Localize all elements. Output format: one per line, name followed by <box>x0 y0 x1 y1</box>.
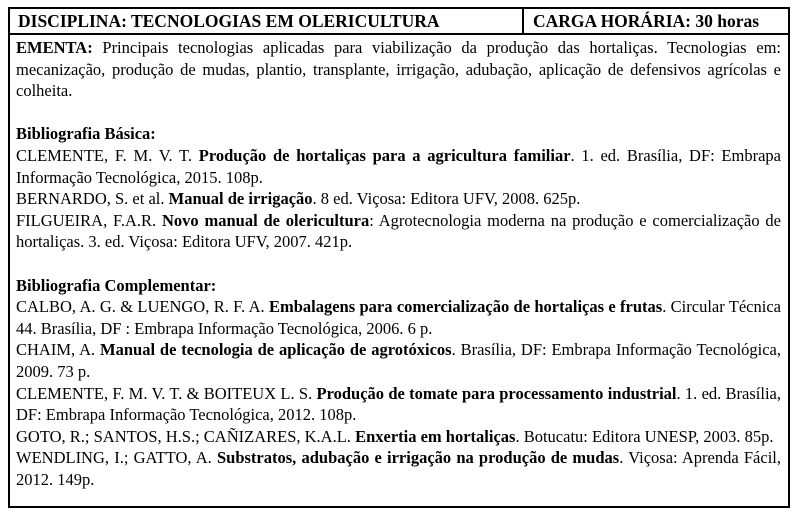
reference-details: . 1. ed. Brasília, DF: Embrapa Informação Tecnológica, 2012. 108p. <box>16 383 782 425</box>
reference-title: Novo manual de olericultura <box>162 210 370 230</box>
reference-item <box>16 296 781 339</box>
reference-item <box>16 210 781 253</box>
reference-authors: WENDLING, I.; GATTO, A. <box>16 448 217 468</box>
reference-details: : Agrotecnologia moderna na produção e comercialização de hortaliças. 3. ed. Viçosa: Editora UFV, 2007. 421p. <box>16 210 781 252</box>
reference-title: Substratos, adubação e irrigação na produção de mudas <box>216 448 620 468</box>
reference-details: . Brasília, DF: Embrapa Informação Tecnológica, 2009. 73 p. <box>16 340 782 381</box>
reference-title: Enxertia em hortaliças <box>355 426 516 446</box>
discipline-title: DISCIPLINA: TECNOLOGIAS EM OLERICULTURA <box>18 10 440 31</box>
reference-title: Embalagens para comercialização de hortaliças e frutas <box>268 297 663 317</box>
reference-details: . 8 ed. Viçosa: Editora UFV, 2008. 625p. <box>312 189 581 209</box>
workload-value: CARGA HORÁRIA: 30 horas <box>533 10 760 31</box>
reference-item <box>16 447 781 490</box>
reference-authors: GOTO, R.; SANTOS, H.S.; CAÑIZARES, K.A.L. <box>16 426 356 446</box>
ementa-label: EMENTA: <box>16 38 93 57</box>
reference-authors: CALBO, A. G. & LUENGO, R. F. A. <box>16 297 269 317</box>
spacer <box>16 253 781 275</box>
reference-title: Produção de tomate para processamento industrial <box>316 383 677 403</box>
complementary-bibliography-heading: Bibliografia Complementar: <box>16 275 217 295</box>
reference-details: . Botucatu: Editora UNESP, 2003. 85p. <box>515 426 774 446</box>
ementa-paragraph <box>16 37 781 102</box>
reference-item <box>16 339 781 382</box>
reference-authors: CLEMENTE, F. M. V. T. <box>16 145 199 165</box>
reference-details: . Circular Técnica 44. Brasília, DF : Embrapa Informação Tecnológica, 2006. 6 p. <box>16 297 781 338</box>
discipline-table <box>8 7 790 508</box>
reference-item <box>16 383 781 426</box>
workload-header-cell <box>524 9 788 33</box>
discipline-header-cell <box>10 9 524 33</box>
reference-authors: CHAIM, A. <box>16 340 101 360</box>
reference-authors: CLEMENTE, F. M. V. T. & BOITEUX L. S. <box>16 383 317 403</box>
reference-details: . Viçosa: Aprenda Fácil, 2012. 149p. <box>16 448 781 489</box>
reference-title: Manual de irrigação <box>168 189 313 209</box>
table-body-cell <box>10 35 788 490</box>
reference-title: Manual de tecnologia de aplicação de agrotóxicos <box>100 340 452 360</box>
reference-item <box>16 145 781 188</box>
spacer <box>16 102 781 124</box>
reference-item <box>16 188 781 210</box>
basic-bibliography-heading: Bibliografia Básica: <box>16 124 156 144</box>
table-header-row <box>10 9 788 35</box>
reference-authors: FILGUEIRA, F.A.R. <box>16 210 162 230</box>
reference-details: . 1. ed. Brasília, DF: Embrapa Informação Tecnológica, 2015. 108p. <box>16 145 781 187</box>
reference-authors: BERNARDO, S. et al. <box>16 189 169 209</box>
ementa-text: Principais tecnologias aplicadas para viabilização da produção das hortaliças. Tecnologias em: mecanização, produção de mudas, plantio, transplante, irrigação, adubação, aplicação de defensivos agrícolas e colheita. <box>16 38 781 101</box>
reference-item <box>16 426 781 448</box>
reference-title: Produção de hortaliças para a agricultura familiar <box>198 145 571 165</box>
